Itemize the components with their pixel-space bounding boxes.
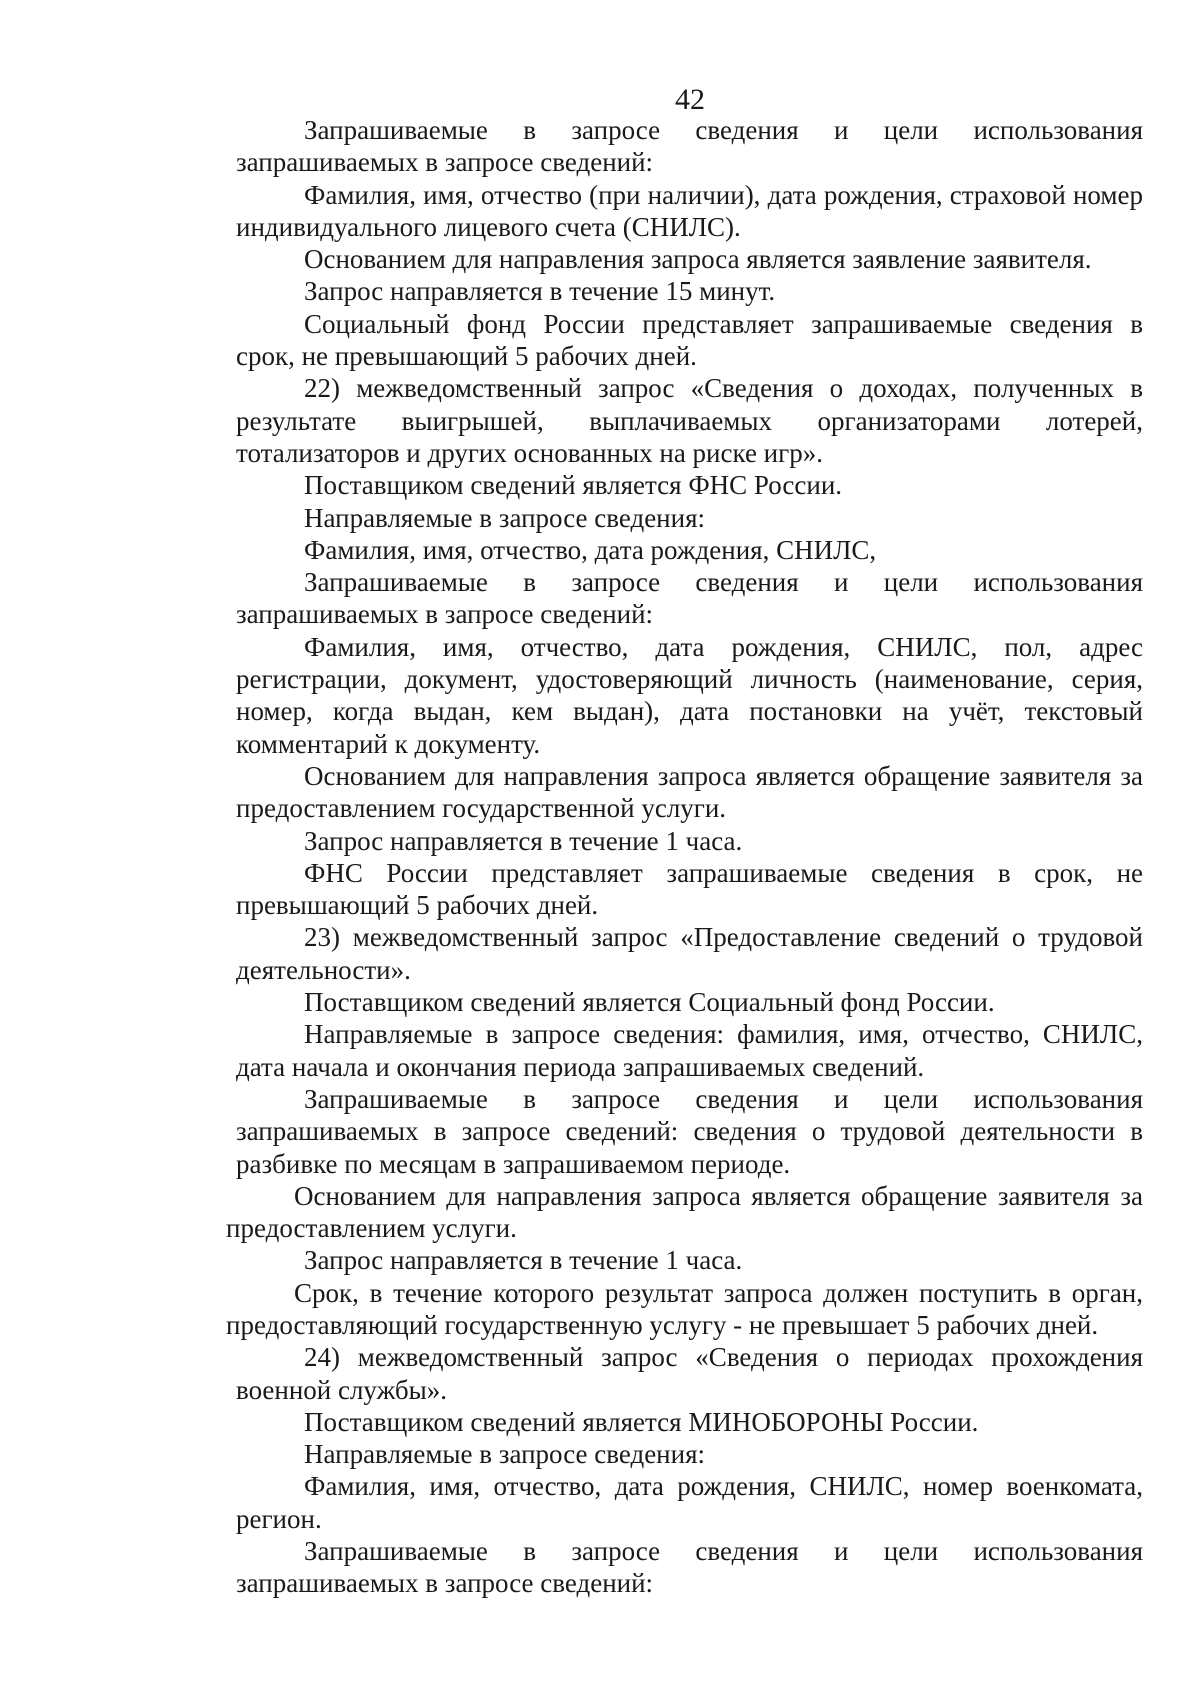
paragraph: Направляемые в запросе сведения: фамилия, имя, отчество, СНИЛС, дата начала и окончания периода запрашиваемых сведений. (236, 1019, 1143, 1082)
paragraph: 24) межведомственный запрос «Сведения о периодах прохождения военной службы». (236, 1342, 1143, 1405)
paragraph: Запрашиваемые в запросе сведения и цели использования запрашиваемых в запросе сведений: (236, 115, 1143, 178)
paragraph: 23) межведомственный запрос «Предоставление сведений о трудовой деятельности». (236, 922, 1143, 985)
paragraph: Срок, в течение которого результат запроса должен поступить в орган, предоставляющий государственную услугу - не превышает 5 рабочих дней. (226, 1277, 1143, 1340)
paragraph: Запрашиваемые в запросе сведения и цели использования запрашиваемых в запросе сведений: сведения о трудовой деятельности в разбивке по месяцам в запрашиваемом периоде. (236, 1083, 1143, 1179)
paragraph: Поставщиком сведений является Социальный фонд России. (304, 987, 995, 1018)
paragraph: Основанием для направления запроса является обращение заявителя за предоставлением государственной услуги. (236, 760, 1143, 824)
paragraph: 22) межведомственный запрос «Сведения о доходах, полученных в результате выигрышей, выплачиваемых организаторами лотерей, тотализаторов и других основанных на риске игр». (236, 373, 1143, 468)
paragraph: Основанием для направления запроса является обращение заявителя за предоставлением услуги. (226, 1180, 1143, 1244)
paragraph: Основанием для направления запроса является заявление заявителя. (304, 244, 1092, 275)
paragraph: Запрашиваемые в запросе сведения и цели использования запрашиваемых в запросе сведений: (236, 1536, 1143, 1599)
paragraph: Фамилия, имя, отчество, дата рождения, СНИЛС, пол, адрес регистрации, документ, удостоверяющий личность (наименование, серия, номер, когда выдан, кем выдан), дата постановки на учёт, текстовый комментарий к документу. (236, 631, 1143, 759)
paragraph: Фамилия, имя, отчество (при наличии), дата рождения, страховой номер индивидуального лицевого счета (СНИЛС). (236, 179, 1143, 242)
paragraph: Поставщиком сведений является МИНОБОРОНЫ России. (304, 1406, 979, 1437)
paragraph: Запрос направляется в течение 1 часа. (304, 1245, 743, 1276)
paragraph: Запрашиваемые в запросе сведения и цели использования запрашиваемых в запросе сведений: (236, 567, 1143, 630)
paragraph: Запрос направляется в течение 1 часа. (304, 825, 743, 856)
paragraph: ФНС России представляет запрашиваемые сведения в срок, не превышающий 5 рабочих дней. (236, 857, 1143, 921)
paragraph: Направляемые в запросе сведения: (304, 502, 705, 533)
paragraph: Фамилия, имя, отчество, дата рождения, СНИЛС, номер военкомата, регион. (236, 1471, 1143, 1534)
paragraph: Поставщиком сведений является ФНС России. (304, 470, 843, 501)
paragraph: Запрос направляется в течение 15 минут. (304, 276, 776, 307)
paragraph: Социальный фонд России представляет запрашиваемые сведения в срок, не превышающий 5 рабочих дней. (236, 308, 1143, 372)
page-number: 42 (675, 83, 705, 116)
paragraph: Направляемые в запросе сведения: (304, 1439, 705, 1470)
paragraph: Фамилия, имя, отчество, дата рождения, СНИЛС, (304, 534, 877, 565)
document-body (226, 114, 1143, 1600)
